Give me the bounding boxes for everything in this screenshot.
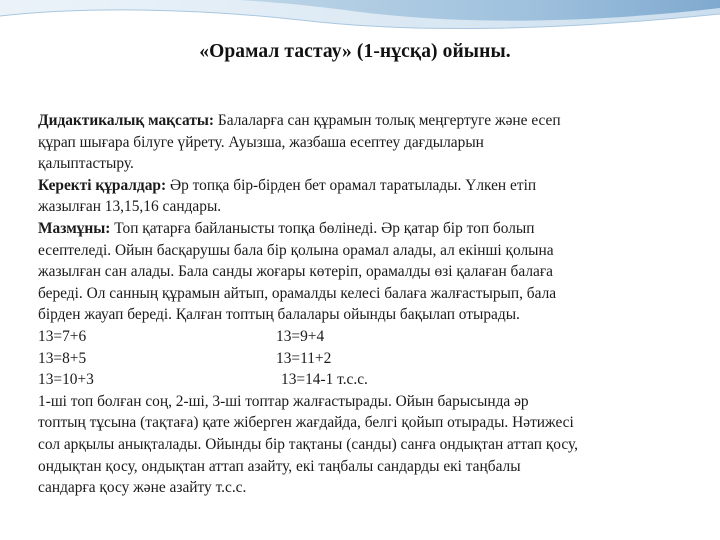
didactic-line-1: Дидактикалық мақсаты: Балаларға сан құрамын толық меңгертуге және есеп — [38, 112, 561, 129]
equation-right: 13=14-1 т.с.с. — [281, 371, 368, 389]
didactic-label: Дидактикалық мақсаты: — [38, 112, 215, 129]
tools-line-2: жазылған 13,15,16 сандары. — [38, 198, 222, 216]
closing-line-1: 1-ші топ болған соң, 2-ші, 3-ші топтар жалғастырады. Ойын барысында әр — [38, 392, 529, 410]
equation-row — [38, 369, 710, 391]
tools-label: Керекті құралдар: — [38, 176, 167, 194]
closing-line-3: сол арқылы анықталады. Ойынды бір тақтаны (санды) санға ондықтан аттап қосу, — [38, 435, 579, 453]
tools-line-1: Керекті құралдар: Әр топқа бір-бірден бет орамал таратылады. Үлкен етіп — [38, 176, 537, 194]
equation-left: 13=8+5 — [38, 349, 87, 367]
didactic-line-2: құрап шығара білуге үйрету. Ауызша, жазбаша есептеу дағдыларын — [38, 133, 484, 151]
header-swoosh-decoration — [0, 0, 720, 80]
content-line-1: Мазмұны: Топ қатарға байланысты топқа бөлінеді. Әр қатар бір топ болып — [38, 219, 535, 237]
page-title: «Орамал тастау» (1-нұсқа) ойыны. — [199, 41, 511, 62]
document-body — [38, 110, 710, 499]
didactic-line-3: қалыптастыру. — [38, 155, 134, 173]
content-line-5: бірден жауап береді. Қалған топтың балалары ойынды бақылап отырады. — [38, 306, 520, 324]
closing-line-2: топтың тұсына (тақтаға) қате жіберген жағдайда, белгі қойып отырады. Нәтижесі — [38, 414, 574, 432]
equation-right: 13=11+2 — [276, 349, 332, 367]
equation-right: 13=9+4 — [276, 327, 325, 345]
content-line-3: жазылған сан алады. Бала санды жоғары көтеріп, орамалды өзі қалаған балаға — [38, 263, 554, 281]
equation-row — [38, 326, 710, 348]
closing-line-5: сандарға қосу және азайту т.с.с. — [38, 479, 247, 497]
equation-row — [38, 348, 710, 370]
content-label: Мазмұны: — [38, 219, 111, 237]
content-line-2: есептеледі. Ойын басқарушы бала бір қолына орамал алады, ал екінші қолына — [38, 241, 554, 259]
equation-left: 13=10+3 — [38, 371, 94, 389]
content-line-4: береді. Ол санның құрамын айтып, орамалды келесі балаға жалғастырып, бала — [38, 284, 557, 302]
equation-left: 13=7+6 — [38, 327, 87, 345]
closing-line-4: ондықтан қосу, ондықтан аттап азайту, екі таңбалы сандарды екі таңбалы — [38, 457, 521, 475]
